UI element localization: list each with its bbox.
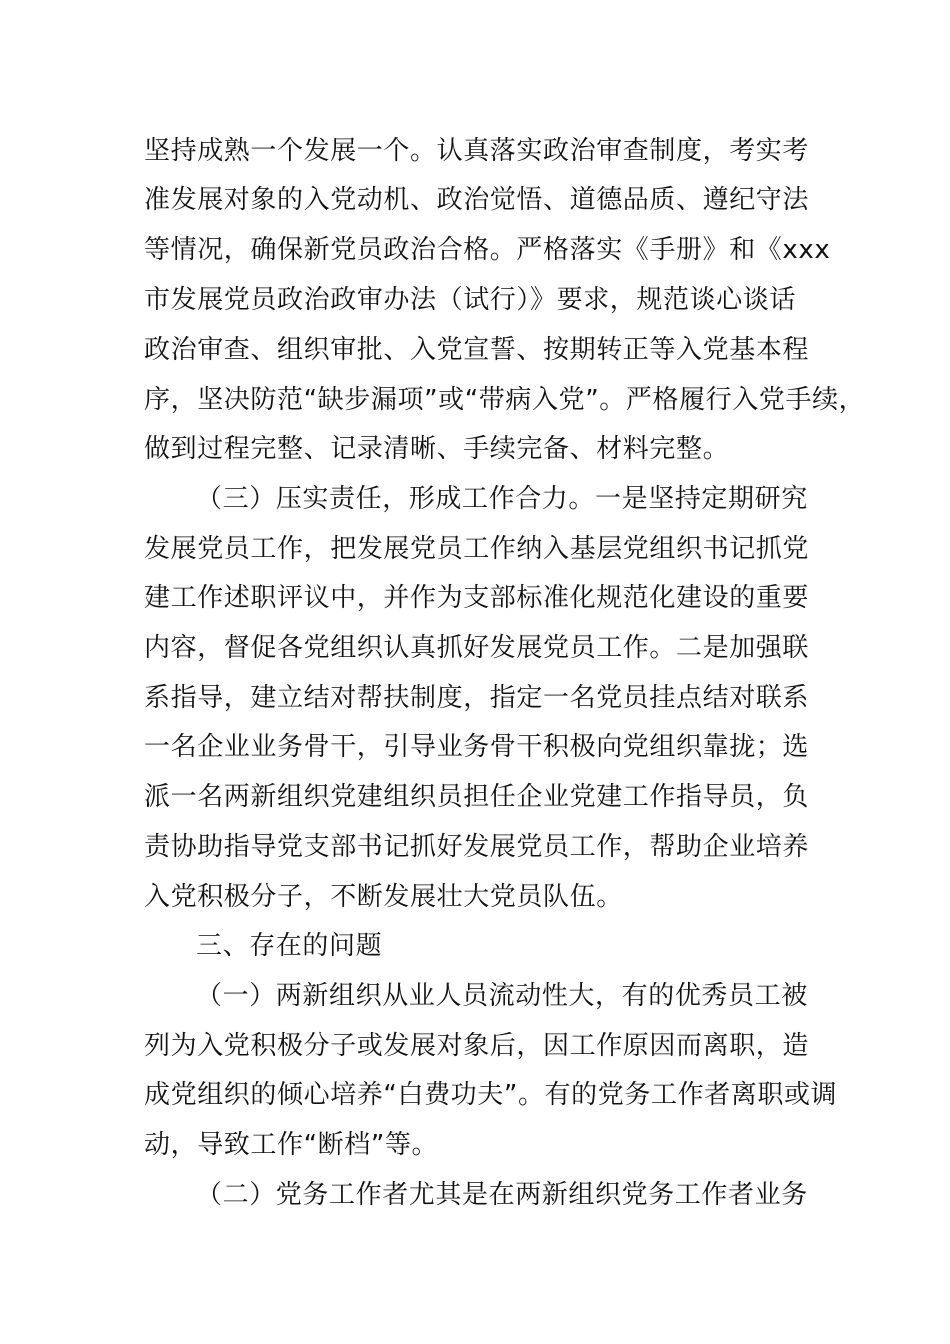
paragraph-line: 动，导致工作“断档”等。: [144, 1130, 439, 1160]
paragraph-line: 内容，督促各党组织认真抓好发展党员工作。二是加强联: [144, 633, 810, 663]
paragraph-line: 等情况，确保新党员政治合格。严格落实《手册》和《xxx: [144, 235, 831, 265]
paragraph-line: 准发展对象的入党动机、政治觉悟、道德品质、遵纪守法: [144, 185, 810, 215]
section-title: 三、存在的问题: [196, 931, 383, 961]
paragraph-line: 入党积极分子，不断发展壮大党员队伍。: [144, 882, 623, 912]
paragraph-line: 建工作述职评议中，并作为支部标准化规范化建设的重要: [144, 583, 810, 613]
paragraph-line: 市发展党员政治政审办法（试行）》要求，规范谈心谈话: [144, 285, 797, 315]
paragraph-line: 成党组织的倾心培养“白费功夫”。有的党务工作者离职或调: [144, 1080, 838, 1110]
paragraph-line: 系指导，建立结对帮扶制度，指定一名党员挂点结对联系: [144, 683, 810, 713]
paragraph-line: 一名企业业务骨干，引导业务骨干积极向党组织靠拢；选: [144, 732, 810, 762]
paragraph-line: 序，坚决防范“缺步漏项”或“带病入党”。严格履行入党手续，: [144, 385, 866, 415]
section-heading-line: （一）两新组织从业人员流动性大，有的优秀员工被: [196, 981, 808, 1011]
paragraph-line: 坚持成熟一个发展一个。认真落实政治审查制度，考实考: [144, 136, 810, 166]
paragraph-line: 做到过程完整、记录清晰、手续完备、材料完整。: [144, 434, 730, 464]
paragraph-line: 责协助指导党支部书记抓好发展党员工作，帮助企业培养: [144, 832, 810, 862]
paragraph-line: 发展党员工作，把发展党员工作纳入基层党组织书记抓党: [144, 534, 810, 564]
section-heading-line: （二）党务工作者尤其是在两新组织党务工作者业务: [196, 1180, 808, 1210]
paragraph-line: 派一名两新组织党建组织员担任企业党建工作指导员，负: [144, 782, 810, 812]
section-heading-line: （三）压实责任，形成工作合力。一是坚持定期研究: [196, 484, 808, 514]
paragraph-line: 政治审查、组织审批、入党宣誓、按期转正等入党基本程: [144, 335, 810, 365]
paragraph-line: 列为入党积极分子或发展对象后，因工作原因而离职，造: [144, 1031, 810, 1061]
